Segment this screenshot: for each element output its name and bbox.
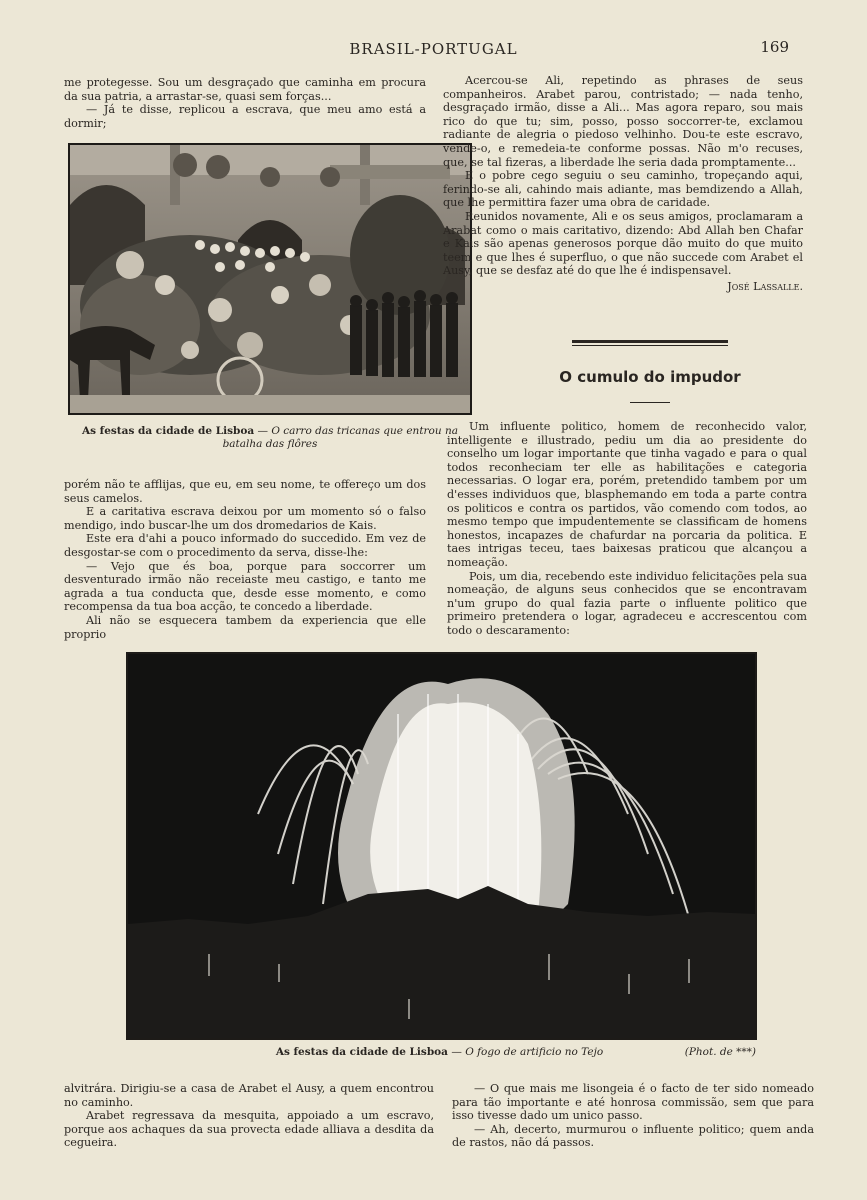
paragraph: — Já te disse, replicou a escrava, que meu amo está a dormir; [64,103,426,130]
paragraph: — O que mais me lisongeia é o facto de ter sido nomeado para tão importante e até honrosa commissão, sem que para isso tivesse dado um unico passo. [452,1082,814,1123]
left-column-mid [64,478,426,641]
running-head: BRASIL-PORTUGAL [349,40,518,58]
flower-carriage-photo [68,143,472,415]
caption-text: O carro das tricanas que entrou na batalha das flôres [222,425,459,450]
paragraph: Este era d'ahi a pouco informado do succedido. Em vez de desgostar-se com o procedimento da serva, disse-lhe: [64,532,426,559]
paragraph: Ali não se esquecera tambem da experiencia que elle proprio [64,613,426,641]
fireworks-photo [126,652,757,1040]
title-underline [630,402,670,403]
paragraph: me protegesse. Sou um desgraçado que caminha em procura da sua patria, a arrastar-se, quasi sem forças... [64,76,426,103]
fireworks-caption: As festas da cidade de Lisboa — O fogo de artificio no Tejo [275,1046,604,1058]
paragraph: — Ah, decerto, murmurou o influente politico; quem anda de rastos, não dá passos. [452,1122,814,1150]
paragraph: Acercou-se Ali, repetindo as phrases de seus companheiros. Arabet parou, contristado; — nada tenho, desgraçado irmão, disse a Ali... Mas agora reparo, sou mais rico do que tu; sim, posso, posso soccorrer-te, exclamou radiante de alegria o piedoso velhinho. Dou-te este escravo, vende-o, e remedeia-te conforme possas. Não m'o recuses, que, se tal fizeras, a liberdade lhe seria dada promptamente... [443,74,803,169]
flower-carriage-image [70,145,470,413]
paragraph: E a caritativa escrava deixou por um momento só o falso mendigo, indo buscar-lhe um dos dromedarios de Kais. [64,505,426,532]
right-column-bottom [452,1082,814,1150]
paragraph: alvitrára. Dirigiu-se a casa de Arabet el Ausy, a quem encontrou no caminho. [64,1082,434,1109]
caption-title: As festas da cidade de Lisboa [275,1046,448,1058]
paragraph: Pois, um dia, recebendo este individuo felicitações pela sua nomeação, de alguns seus conhecidos que se encontravam n'um grupo do qual fazia parte o influente politico que primeiro pretendera o logar, agradeceu e accrescentou com todo o descaramento: [447,569,807,637]
paragraph: E o pobre cego seguiu o seu caminho, tropeçando aqui, ferindo-se ali, cahindo mais adiante, mas bemdizendo a Allah, que lhe permittira fazer uma obra de caridade. [443,169,803,210]
paragraph: porém não te afflijas, que eu, em seu nome, te offereço um dos seus camelos. [64,478,426,505]
right-column-top [443,74,803,294]
section-divider [572,340,728,343]
photo-credit: (Phot. de ***) [684,1046,756,1058]
paragraph: Arabet regressava da mesquita, appoiado a um escravo, porque aos achaques da sua provecta edade alliava a desdita da cegueira. [64,1109,434,1150]
paragraph: Um influente politico, homem de reconhecido valor, intelligente e illustrado, pediu um dia ao presidente do conselho um logar importante que tinha vagado e para o qual todos reconheciam ter elle as habilitações e categoria necessarias. O logar era, porém, pretendido tambem por um d'esses individuos que, blasphemando em toda a parte contra os politicos e contra os partidos, vão comendo com todos, ao mesmo tempo que impudentemente se classificam de homens honestos, incapazes de chafurdar na porcaria da politica. E taes intrigas teceu, taes baixesas praticou que alcançou a nomeação. [447,420,807,569]
caption-title: As festas da cidade de Lisboa [81,425,255,437]
paragraph: — Vejo que és boa, porque para soccorrer um desventurado irmão não receiaste meu castigo, e tanto me agrada a tua conducta que, desde esse momento, e como recompensa da tua boa acção, te concedo a liberdade. [64,559,426,614]
left-column-top [64,76,426,130]
section-title: O cumulo do impudor [559,368,741,386]
left-column-bottom [64,1082,434,1150]
flower-carriage-caption: As festas da cidade de Lisboa — O carro das tricanas que entrou na batalha das flôres [81,425,459,450]
section-divider-thin [572,345,728,346]
paragraph: Reunidos novamente, Ali e os seus amigos, proclamaram a Arabat como o mais caritativo, dizendo: Abd Allah ben Chafar e Kais são apenas generosos porque dão muito do que muito teem e que lhes é superfluo, o que não succede com Arabet el Ausy, que se desfaz até do que lhe é indispensavel. [443,209,803,278]
page-number: 169 [760,38,789,56]
fireworks-image [128,654,755,1038]
author-signature: José Lassalle. [727,279,803,293]
right-column-mid [447,420,807,638]
caption-text: O fogo de artificio no Tejo [465,1046,604,1058]
